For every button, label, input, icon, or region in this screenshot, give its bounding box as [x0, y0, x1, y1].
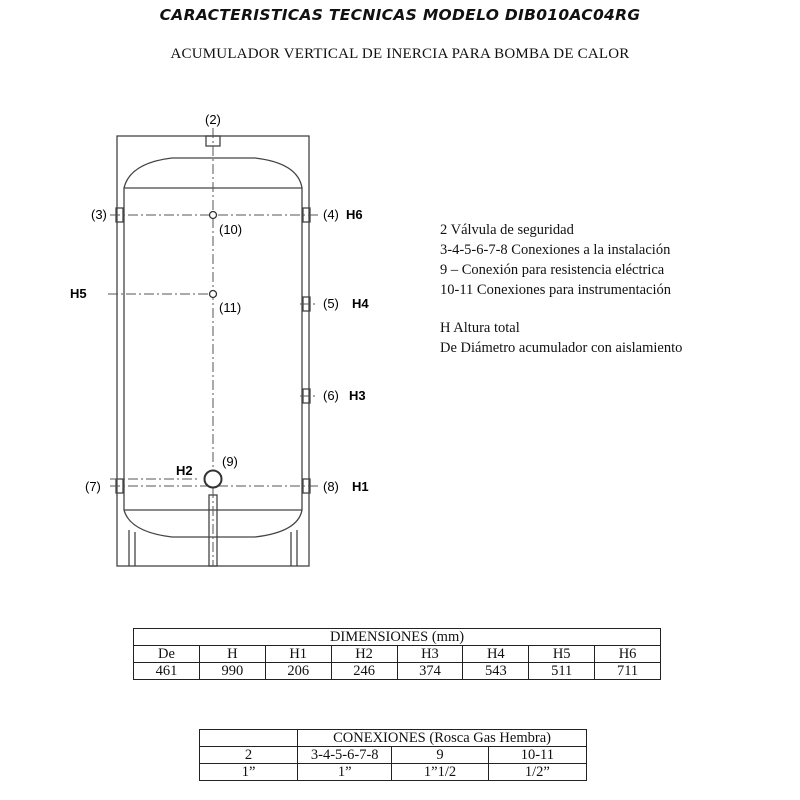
dimensions-value-row [134, 663, 661, 680]
connections-value-row [200, 764, 587, 781]
label-h5: H5 [70, 286, 87, 301]
level-lines [108, 128, 318, 566]
dimensions-table [133, 628, 661, 680]
conn-value: 1” [200, 764, 298, 781]
label-3: (3) [91, 207, 107, 222]
connections-table [199, 729, 587, 781]
label-h2: H2 [176, 463, 193, 478]
dimensions-header-row [134, 646, 661, 663]
legend-gap [440, 300, 682, 318]
dim-value: 461 [134, 663, 200, 680]
legend-item: 10-11 Conexiones para instrumentación [440, 282, 672, 298]
dim-header: H6 [595, 646, 661, 663]
conn-value: 1” [298, 764, 392, 781]
label-7: (7) [85, 479, 101, 494]
legend-item: 9 – Conexión para resistencia eléctrica [440, 262, 665, 278]
document-subtitle: ACUMULADOR VERTICAL DE INERCIA PARA BOMBA DE CALOR [170, 46, 630, 62]
dimensions-table-title: DIMENSIONES (mm) [134, 629, 661, 646]
dim-header: De [134, 646, 200, 663]
label-9: (9) [222, 454, 238, 469]
dim-value: 246 [331, 663, 397, 680]
label-4: (4) [323, 207, 339, 222]
dim-value: 374 [397, 663, 463, 680]
dim-header: H1 [265, 646, 331, 663]
label-10: (10) [219, 222, 243, 237]
label-h1: H1 [352, 479, 369, 494]
dim-value: 990 [199, 663, 265, 680]
label-h4: H4 [352, 296, 369, 311]
legend-item: 3-4-5-6-7-8 Conexiones a la instalación [440, 242, 671, 258]
port-9-heater [205, 471, 222, 488]
dim-header: H4 [463, 646, 529, 663]
dim-header: H5 [529, 646, 595, 663]
dim-value: 511 [529, 663, 595, 680]
dim-value: 543 [463, 663, 529, 680]
conn-header: 2 [200, 747, 298, 764]
document-title: CARACTERISTICAS TECNICAS MODELO DIB010AC04RG [159, 6, 641, 24]
dim-header: H3 [397, 646, 463, 663]
label-5: (5) [323, 296, 339, 311]
legend-item: 2 Válvula de seguridad [440, 222, 574, 238]
connections-header-row [200, 747, 587, 764]
label-6: (6) [323, 388, 339, 403]
conn-value: 1”1/2 [392, 764, 488, 781]
label-h6: H6 [346, 207, 363, 222]
dim-value: 206 [265, 663, 331, 680]
conn-header: 10-11 [488, 747, 586, 764]
port-11 [210, 291, 217, 298]
conn-value: 1/2” [488, 764, 586, 781]
dim-value: 711 [595, 663, 661, 680]
label-8: (8) [323, 479, 339, 494]
legend-note: H Altura total [440, 320, 520, 336]
label-h3: H3 [349, 388, 366, 403]
label-11: (11) [219, 300, 242, 315]
connections-title-spacer [200, 730, 298, 747]
dim-header: H2 [331, 646, 397, 663]
legend-note: De Diámetro acumulador con aislamiento [440, 340, 683, 356]
conn-header: 9 [392, 747, 488, 764]
dim-header: H [199, 646, 265, 663]
legend [440, 220, 682, 358]
connections-table-title: CONEXIONES (Rosca Gas Hembra) [298, 730, 587, 747]
label-2: (2) [205, 112, 221, 127]
port-10 [210, 212, 217, 219]
conn-header: 3-4-5-6-7-8 [298, 747, 392, 764]
